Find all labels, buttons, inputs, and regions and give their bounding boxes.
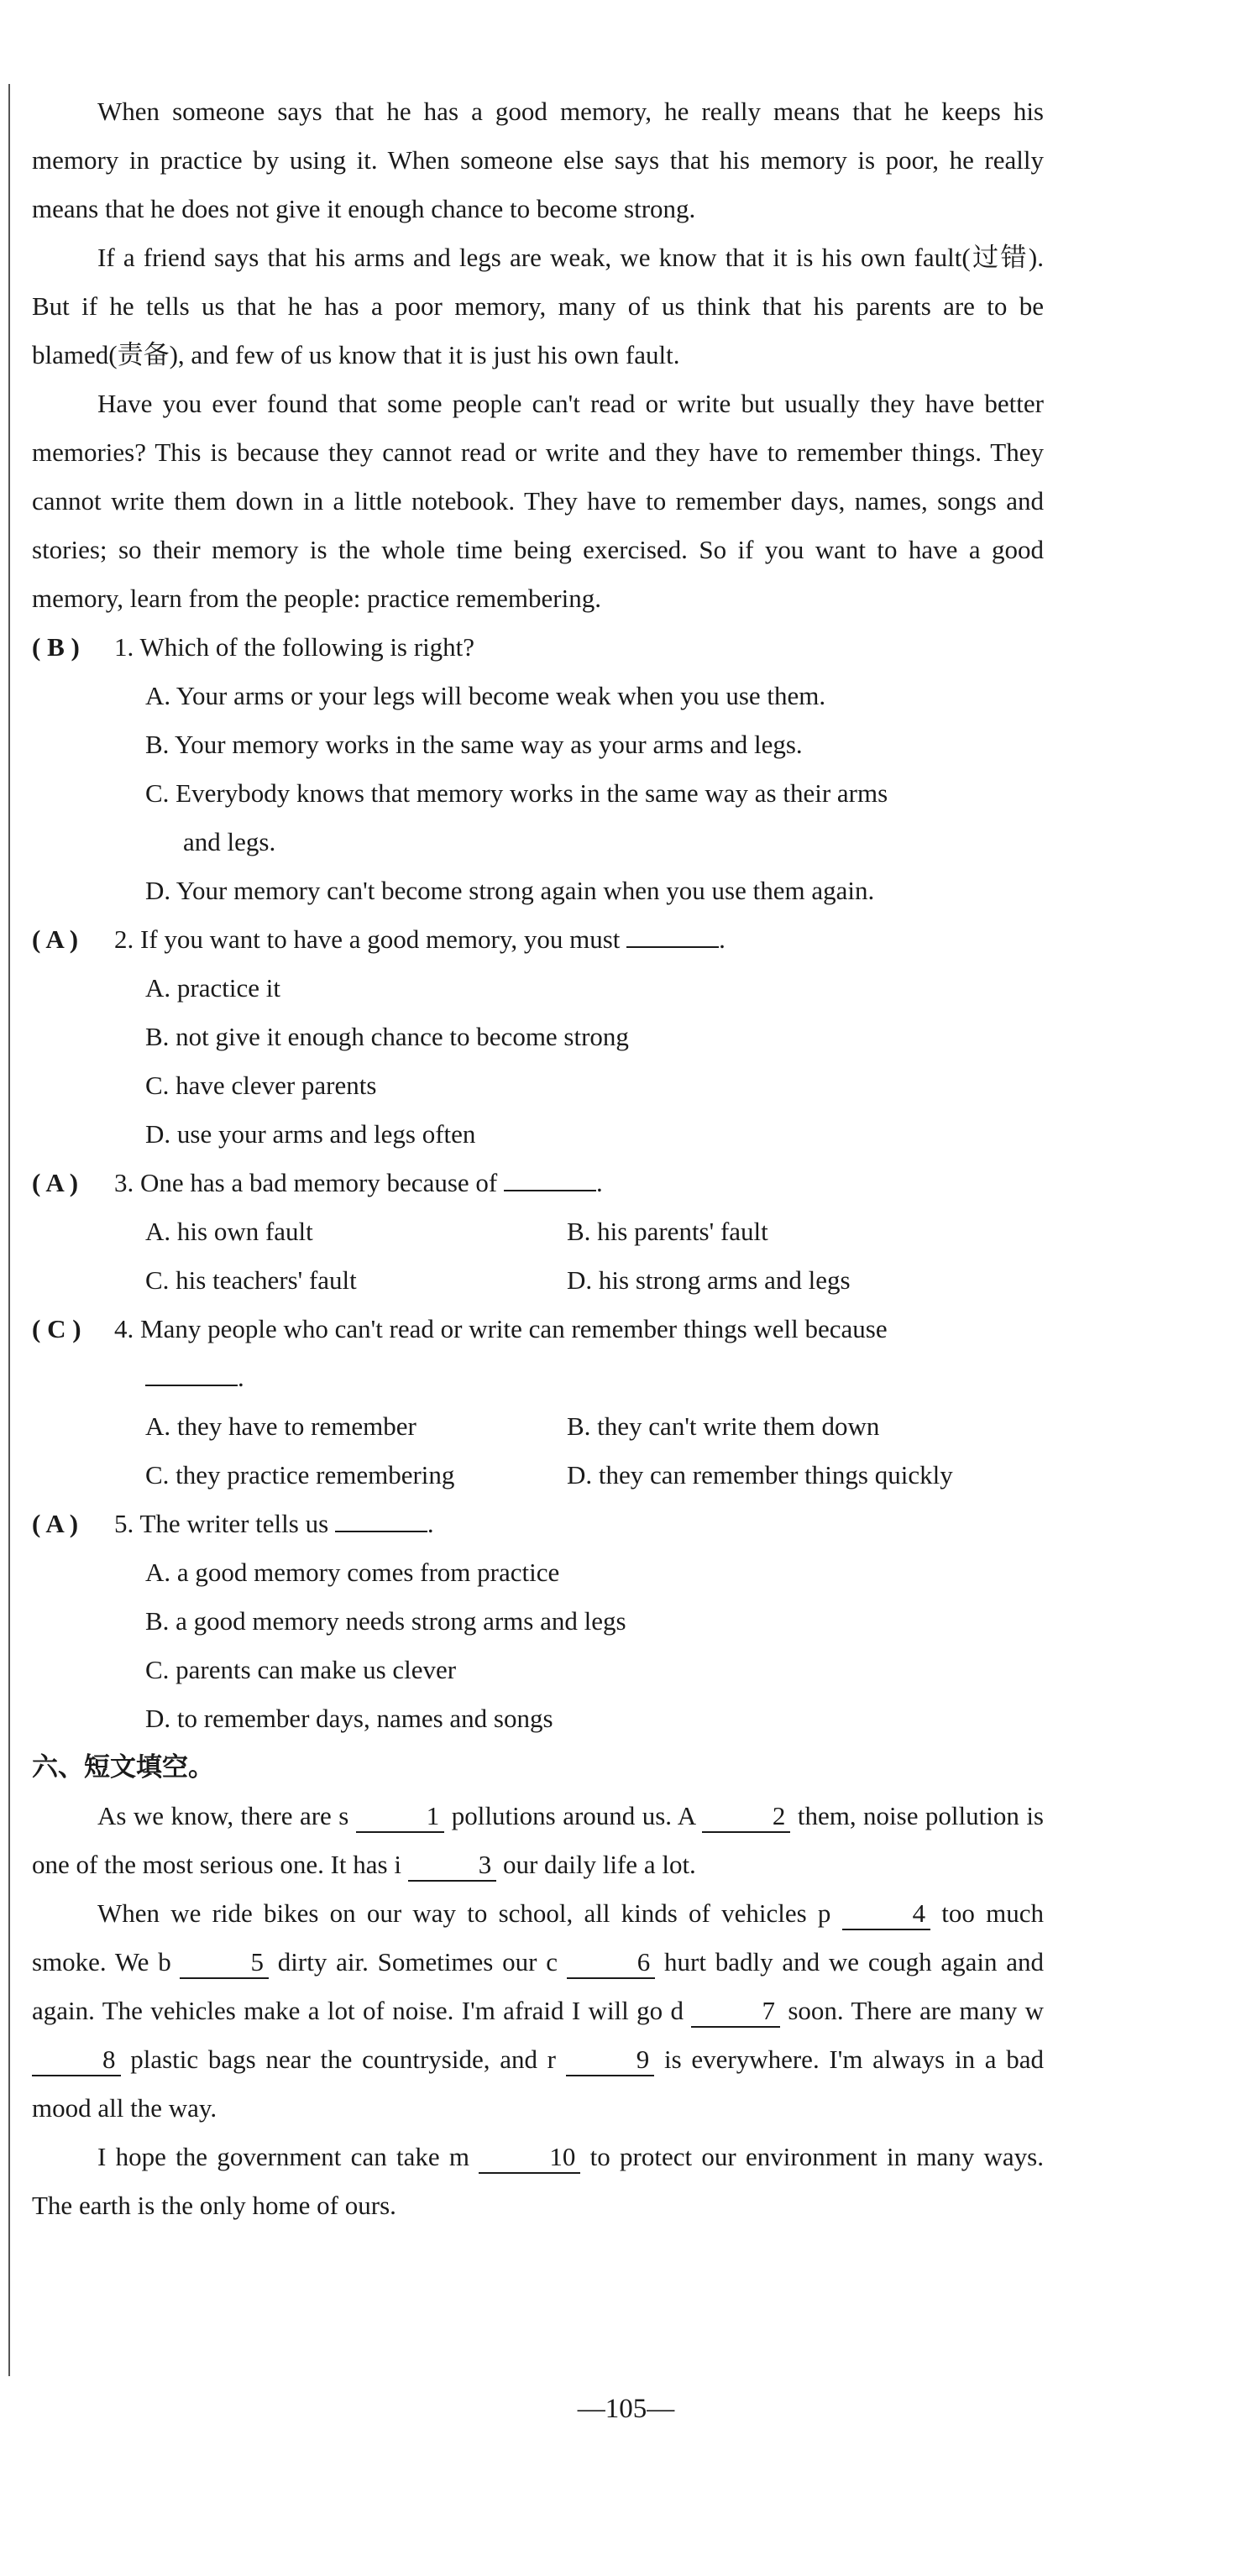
cloze-text: dirty air. Sometimes our c: [277, 1947, 558, 1977]
q3-options-row-1: [32, 1207, 1044, 1256]
answer-blank: [504, 1165, 596, 1191]
cloze-blank-3: 3: [408, 1850, 497, 1882]
cloze-blank-9: 9: [566, 2045, 655, 2076]
q4-option-a: A. they have to remember: [145, 1411, 416, 1441]
cloze-text: I hope the government can take m: [97, 2142, 470, 2171]
q3-option-d: D. his strong arms and legs: [567, 1265, 851, 1295]
passage-paragraph-3: Have you ever found that some people can't read or write but usually they have better memories? This is because they cannot read or write and they have to remember things. They cannot write them down in a little notebook. They have to remember days, names, songs and stories; so their memory is the whole time being exercised. So if you want to have a good memory, learn from the people: practice remembering.: [32, 389, 1044, 613]
cloze-blank-1: 1: [356, 1801, 445, 1833]
cloze-blank-5: 5: [180, 1947, 269, 1979]
question-3: [32, 1159, 1044, 1207]
margin-rule: [8, 84, 10, 2376]
question-2-end: .: [719, 924, 726, 954]
q2-option-d: D. use your arms and legs often: [145, 1119, 476, 1149]
q3-option-b: B. his parents' fault: [567, 1217, 768, 1246]
q4-option-b: B. they can't write them down: [567, 1411, 880, 1441]
answer-4: ( C ): [32, 1314, 81, 1343]
q5-option-d: D. to remember days, names and songs: [145, 1704, 553, 1733]
q5-option-a: A. a good memory comes from practice: [145, 1558, 560, 1587]
content: [32, 87, 1044, 2230]
section-6-title: 六、短文填空。: [32, 1752, 214, 1783]
q1-option-d: D. Your memory can't become strong again when you use them again.: [145, 876, 875, 905]
answer-3: ( A ): [32, 1168, 79, 1197]
question-5-end: .: [427, 1509, 434, 1538]
q4-options-row-1: [32, 1402, 1044, 1451]
question-2: [32, 915, 1044, 964]
cloze-text: hurt badly and we cough again and again. The vehicles make a lot of noise. I'm afraid I will go d: [32, 1947, 1045, 2025]
question-1-stem: 1. Which of the following is right?: [114, 632, 475, 662]
cloze-paragraph-2: [32, 1889, 1044, 2133]
cloze-paragraph-1: [32, 1792, 1044, 1889]
q1-option-c-continued: and legs.: [183, 827, 276, 856]
q3-options-row-2: [32, 1256, 1044, 1305]
answer-1: ( B ): [32, 632, 80, 662]
answer-blank: [335, 1505, 427, 1532]
cloze-blank-8: 8: [32, 2045, 121, 2076]
cloze-text: our daily life a lot.: [502, 1850, 696, 1879]
cloze-text: soon. There are many w: [788, 1996, 1045, 2025]
question-5: [32, 1500, 1044, 1548]
question-1: [32, 623, 1044, 672]
passage-paragraph-2: If a friend says that his arms and legs are weak, we know that it is his own fault(过错). But if he tells us that he has a poor memory, many of us think that his parents are to be blamed(责备), and few of us know that it is just his own fault.: [32, 243, 1044, 369]
question-4-continued: [32, 1353, 1044, 1402]
cloze-text: plastic bags near the countryside, and r: [130, 2045, 556, 2074]
cloze-blank-7: 7: [691, 1996, 780, 2028]
q4-option-c: C. they practice remembering: [145, 1460, 455, 1490]
answer-5: ( A ): [32, 1509, 79, 1538]
question-2-stem: 2. If you want to have a good memory, you must: [114, 924, 621, 954]
q2-option-a: A. practice it: [145, 973, 280, 1003]
question-4-stem: 4. Many people who can't read or write can remember things well because: [114, 1314, 888, 1343]
question-3-stem: 3. One has a bad memory because of: [114, 1168, 498, 1197]
q1-option-a: A. Your arms or your legs will become weak when you use them.: [145, 681, 826, 710]
answer-2: ( A ): [32, 924, 79, 954]
answer-blank: [626, 921, 719, 948]
q3-option-c: C. his teachers' fault: [145, 1265, 357, 1295]
answer-blank: [145, 1359, 238, 1386]
cloze-text: When we ride bikes on our way to school, all kinds of vehicles p: [97, 1898, 831, 1928]
question-4: [32, 1305, 1044, 1353]
q5-option-c: C. parents can make us clever: [145, 1655, 457, 1684]
q5-option-b: B. a good memory needs strong arms and legs: [145, 1606, 626, 1636]
cloze-text: pollutions around us. A: [451, 1801, 695, 1830]
question-4-end: .: [238, 1363, 244, 1392]
cloze-text: As we know, there are s: [97, 1801, 349, 1830]
question-3-end: .: [595, 1168, 603, 1197]
cloze-blank-6: 6: [567, 1947, 656, 1979]
page-number: —105—: [577, 2394, 675, 2424]
passage-paragraph-1: When someone says that he has a good memory, he really means that he keeps his memory in practice by using it. When someone else says that his memory is poor, he really means that he does not give it enough chance to become strong.: [32, 97, 1044, 223]
question-5-stem: 5. The writer tells us: [114, 1509, 329, 1538]
cloze-text: too much smoke. We b: [32, 1898, 1044, 1977]
cloze-blank-4: 4: [842, 1898, 931, 1930]
q1-option-c: C. Everybody knows that memory works in the same way as their arms: [145, 778, 888, 808]
q2-option-b: B. not give it enough chance to become strong: [145, 1022, 629, 1051]
q2-option-c: C. have clever parents: [145, 1071, 377, 1100]
cloze-text: is everywhere. I'm always in a bad mood all the way.: [32, 2045, 1045, 2123]
cloze-text: to protect our environment in many ways. The earth is the only home of ours.: [32, 2142, 1044, 2220]
q4-option-d: D. they can remember things quickly: [567, 1460, 953, 1490]
q1-option-b: B. Your memory works in the same way as your arms and legs.: [145, 730, 803, 759]
cloze-text: them, noise pollution is one of the most serious one. It has i: [32, 1801, 1044, 1879]
cloze-paragraph-3: [32, 2133, 1044, 2230]
q4-options-row-2: [32, 1451, 1044, 1500]
cloze-blank-2: 2: [702, 1801, 791, 1833]
q3-option-a: A. his own fault: [145, 1217, 313, 1246]
cloze-blank-10: 10: [479, 2142, 580, 2174]
